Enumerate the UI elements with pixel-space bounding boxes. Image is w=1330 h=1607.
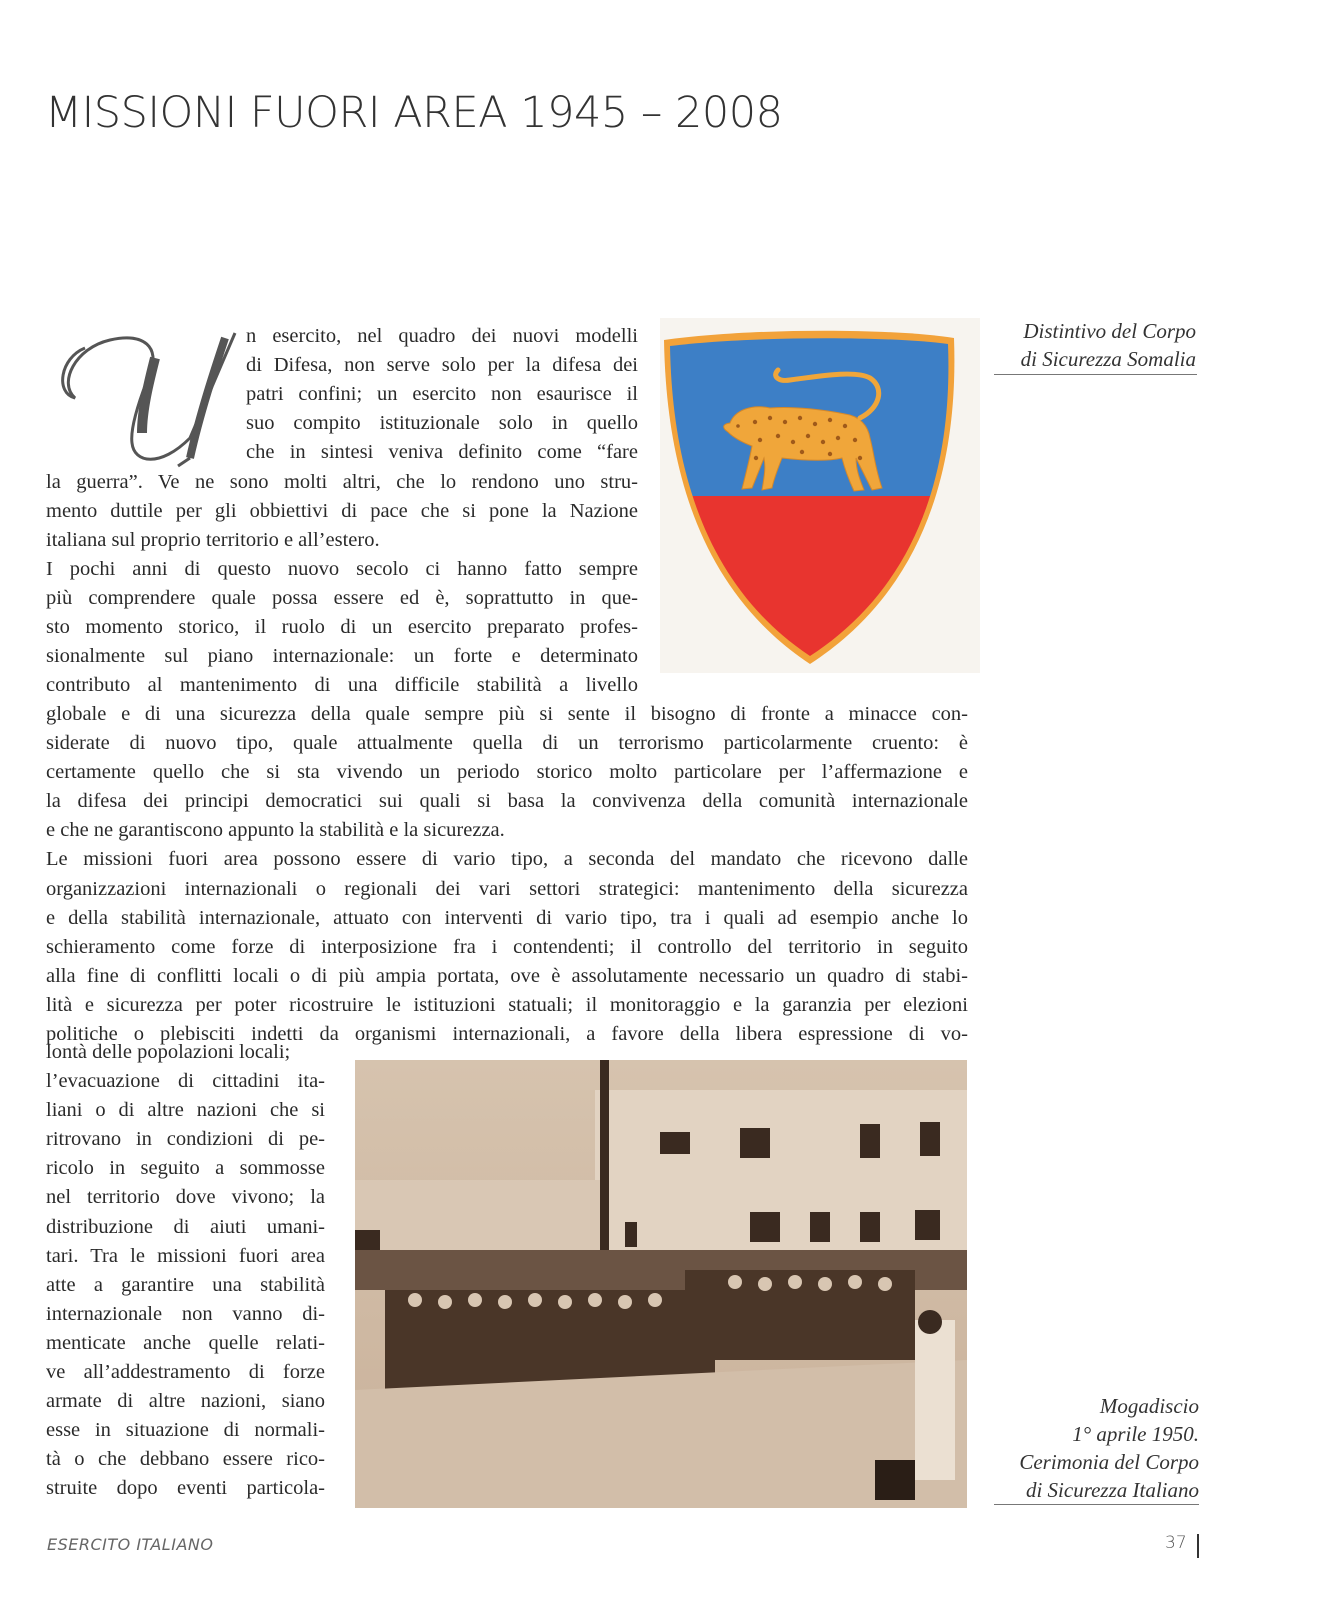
body-line: esse in situazione di normali- (46, 1419, 325, 1442)
body-line: sionalmente sul piano internazionale: un forte e determinato (46, 645, 638, 668)
body-line: liani o di altre nazioni che si (46, 1099, 325, 1122)
body-line: struite dopo eventi particola- (46, 1477, 325, 1500)
body-line: tà o che debbano essere rico- (46, 1448, 325, 1471)
page-title: MISSIONI FUORI AREA 1945 – 2008 (45, 88, 783, 138)
body-line: nel territorio dove vivono; la (46, 1186, 325, 1209)
caption-line: di Sicurezza Somalia (1020, 347, 1196, 371)
caption-line: di Sicurezza Italiano (1025, 1478, 1199, 1502)
ceremony-photo (355, 1060, 967, 1508)
caption-line: 1° aprile 1950. (1072, 1422, 1199, 1446)
intro-paragraph (246, 322, 638, 467)
body-line: organizzazioni internazionali o regionali dei vari settori strategici: mantenimento della sicurezza (46, 877, 968, 900)
body-line: italiana sul proprio territorio e all’estero. (46, 528, 380, 551)
body-line: ve all’addestramento di forze (46, 1361, 325, 1384)
body-line: certamente quello che si sta vivendo un periodo storico molto particolare per l’affermazione e (46, 761, 968, 784)
photo-caption (900, 1392, 1199, 1504)
body-line: sto momento storico, il ruolo di un esercito preparato profes- (46, 615, 638, 638)
body-line: siderate di nuovo tipo, quale attualmente quella di un terrorismo particolarmente cruento: è (46, 732, 968, 755)
body-line: mento duttile per gli obbiettivi di pace che si pone la Nazione (46, 499, 638, 522)
body-line: contributo al mantenimento di una difficile stabilità a livello (46, 674, 638, 697)
body-line: politiche o plebisciti indetti da organismi internazionali, a favore della libera espressione di vo- (46, 1023, 968, 1046)
body-line: tari. Tra le missioni fuori area (46, 1244, 325, 1267)
narrow-paragraph (46, 1038, 325, 1504)
body-line: schieramento come forze di interposizione fra i contendenti; il controllo del territorio in seguito (46, 935, 968, 958)
body-line: Le missioni fuori area possono essere di vario tipo, a seconda del mandato che ricevono dalle (46, 848, 968, 871)
body-line: ritrovano in condizioni di pe- (46, 1128, 325, 1151)
page-number: 37 (1165, 1533, 1187, 1553)
caption-line: Mogadiscio (1099, 1394, 1199, 1418)
body-line: menticate anche quelle relati- (46, 1331, 325, 1354)
intro-line: n esercito, nel quadro dei nuovi modelli (246, 325, 638, 347)
body-line: ricolo in seguito a sommosse (46, 1157, 325, 1180)
caption-rule (994, 1504, 1199, 1505)
wide-paragraph (46, 700, 968, 1049)
badge-caption (900, 317, 1196, 373)
footer-publication: ESERCITO ITALIANO (47, 1535, 214, 1554)
body-line: I pochi anni di questo nuovo secolo ci hanno fatto sempre (46, 557, 638, 580)
body-line: la difesa dei principi democratici sui quali si basa la convivenza della comunità internazionale (46, 790, 968, 813)
caption-line: Cerimonia del Corpo (1019, 1450, 1199, 1474)
body-line: internazionale non vanno di- (46, 1302, 325, 1325)
body-line: globale e di una sicurezza della quale sempre più si sente il bisogno di fronte a minacce con- (46, 703, 968, 725)
intro-line: di Difesa, non serve solo per la difesa dei (246, 354, 638, 377)
body-line: la guerra”. Ve ne sono molti altri, che lo rendono uno stru- (46, 470, 638, 493)
body-line: lontà delle popolazioni locali; (46, 1041, 291, 1063)
body-line: e che ne garantiscono appunto la stabilità e la sicurezza. (46, 819, 505, 842)
body-line: alla fine di conflitti locali o di più ampia portata, ove è assolutamente necessario un quadro di stabi- (46, 964, 968, 987)
body-line: l’evacuazione di cittadini ita- (46, 1070, 325, 1093)
column-paragraph (46, 468, 638, 701)
body-line: più comprendere quale possa essere ed è, soprattutto in que- (46, 586, 638, 609)
intro-line: patri confini; un esercito non esaurisce il (246, 383, 638, 406)
body-line: e della stabilità internazionale, attuato con interventi di vario tipo, tra i quali ad esempio anche lo (46, 906, 968, 929)
body-line: armate di altre nazioni, siano (46, 1390, 325, 1413)
caption-rule (994, 374, 1197, 375)
body-line: distribuzione di aiuti umani- (46, 1215, 325, 1238)
parade-photo-icon (355, 1060, 967, 1508)
footer-divider (1197, 1534, 1199, 1558)
intro-line: suo compito istituzionale solo in quello (246, 412, 638, 435)
caption-line: Distintivo del Corpo (1023, 319, 1196, 343)
body-line: atte a garantire una stabilità (46, 1273, 325, 1296)
body-line: lità e sicurezza per poter ricostruire le istituzioni statuali; il monitoraggio e la garanzia per elezioni (46, 993, 968, 1016)
intro-line: che in sintesi veniva definito come “fare (246, 441, 638, 464)
dropcap-letter (50, 318, 240, 468)
